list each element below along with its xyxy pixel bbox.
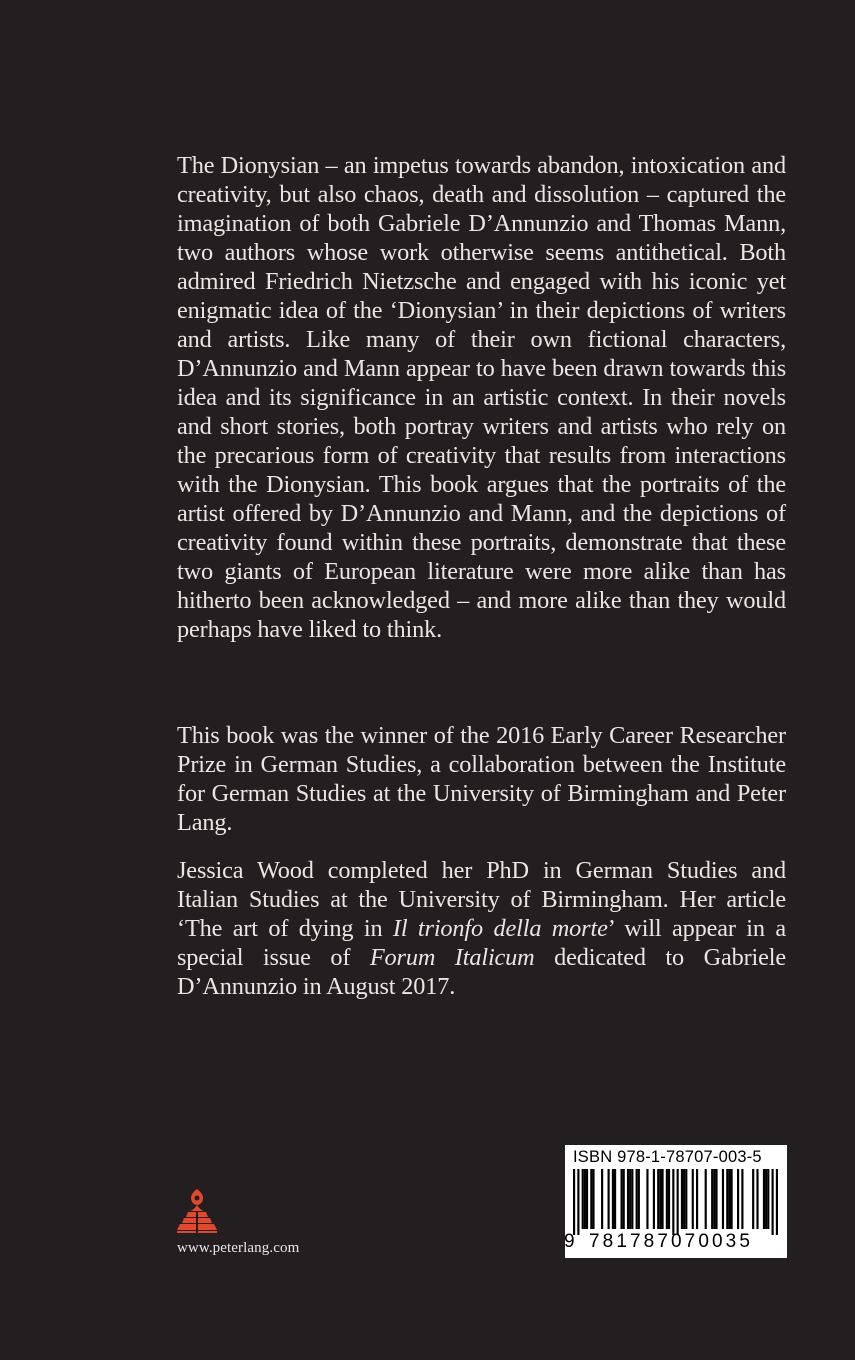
barcode-bar <box>731 1169 733 1229</box>
barcode-bar <box>692 1169 694 1229</box>
prize-note <box>177 721 786 837</box>
barcode-guard-bar <box>672 1169 674 1235</box>
barcode-bar <box>713 1169 715 1229</box>
barcode-bar <box>756 1169 758 1229</box>
barcode-guard-bar <box>577 1169 579 1235</box>
barcode-bar <box>590 1169 592 1229</box>
barcode-first-digit: 9 <box>564 1231 575 1252</box>
author-text-2: ’ will appear in a special issue of <box>177 915 786 971</box>
barcode-bar <box>728 1169 730 1229</box>
barcode-bar <box>653 1169 655 1229</box>
barcode-bar <box>741 1169 743 1229</box>
isbn-barcode <box>565 1145 787 1258</box>
barcode-bar <box>722 1169 724 1229</box>
barcode-bar <box>765 1169 767 1229</box>
barcode-bar <box>638 1169 640 1229</box>
barcode-bar <box>636 1169 638 1229</box>
barcode-bar <box>614 1169 616 1229</box>
barcode-bar <box>683 1169 685 1229</box>
author-bio <box>177 856 786 1001</box>
barcode-bar <box>620 1169 622 1229</box>
book-description <box>177 151 786 644</box>
barcode-bar <box>623 1169 625 1229</box>
barcode-bar <box>711 1169 713 1229</box>
publisher-website: www.peterlang.com <box>177 1240 300 1256</box>
barcode-bar <box>737 1169 739 1229</box>
barcode-bar <box>586 1169 588 1229</box>
barcode-bar <box>668 1169 670 1229</box>
barcode-bar <box>659 1169 661 1229</box>
isbn-label: ISBN 978-1-78707-003-5 <box>573 1148 762 1166</box>
barcode-bar <box>726 1169 728 1229</box>
barcode-bar <box>627 1169 629 1229</box>
barcode-bar <box>705 1169 707 1229</box>
barcode-digits: 781787070035 <box>589 1231 754 1252</box>
barcode-bar <box>696 1169 698 1229</box>
barcode-bar <box>592 1169 594 1229</box>
barcode-bar <box>631 1169 633 1229</box>
barcode-bars <box>573 1169 778 1235</box>
author-text-1: Jessica Wood completed her PhD in German Studies and Italian Studies at the University of Birmingham. Her article ‘The art of dying in <box>177 857 786 942</box>
barcode-bar <box>763 1169 765 1229</box>
barcode-bar <box>767 1169 769 1229</box>
barcode-bar <box>715 1169 717 1229</box>
barcode-bar <box>657 1169 659 1229</box>
barcode-bar <box>582 1169 584 1229</box>
barcode-bar <box>612 1169 614 1229</box>
barcode-guard-bar <box>772 1169 774 1235</box>
barcode-bar <box>629 1169 631 1229</box>
barcode-guard-bar <box>776 1169 778 1235</box>
barcode-guard-bar <box>573 1169 575 1235</box>
prize-paragraph: This book was the winner of the 2016 Early Career Researcher Prize in German Studies, a collaboration between the Institute for German Studies at the University of Birmingham and Peter Lang. <box>177 722 786 836</box>
barcode-bar <box>666 1169 668 1229</box>
author-title-italic-1: Il trionfo della morte <box>392 915 608 942</box>
barcode-bar <box>661 1169 663 1229</box>
author-text-3: dedicated to Gabriele D’Annunzio in August 2017. <box>177 944 787 1000</box>
barcode-bar <box>608 1169 610 1229</box>
barcode-bar <box>601 1169 603 1229</box>
barcode-bar <box>752 1169 754 1229</box>
author-title-italic-2: Forum Italicum <box>369 944 535 971</box>
peter-lang-tree-logo-icon <box>177 1188 217 1234</box>
barcode-bar <box>584 1169 586 1229</box>
author-paragraph <box>177 856 786 1001</box>
description-paragraph: The Dionysian – an impetus towards abandon, intoxication and creativity, but also chaos, death and dissolution – captured the imagination of both Gabriele D’Annunzio and Thomas Mann, two authors whose work otherwise seems antithetical. Both admired Friedrich Nietzsche and engaged with his iconic yet enigmatic idea of the ‘Dionysian’ in their depictions of writers and artists. Like many of their own fictional characters, D’Annunzio and Mann appear to have been drawn towards this idea and its significance in an artistic context. In their novels and short stories, both portray writers and artists who rely on the precarious form of creativity that results from interactions with the Dionysian. This book argues that the portraits of the artist offered by D’Annunzio and Mann, and the depictions of creativity found within these portraits, demonstrate that these two giants of European literature were more alike than has hitherto been acknowledged – and more alike than they would perhaps have liked to think. <box>177 152 786 643</box>
barcode-bar <box>646 1169 648 1229</box>
barcode-bar <box>685 1169 687 1229</box>
barcode-guard-bar <box>677 1169 679 1235</box>
barcode-bar <box>681 1169 683 1229</box>
